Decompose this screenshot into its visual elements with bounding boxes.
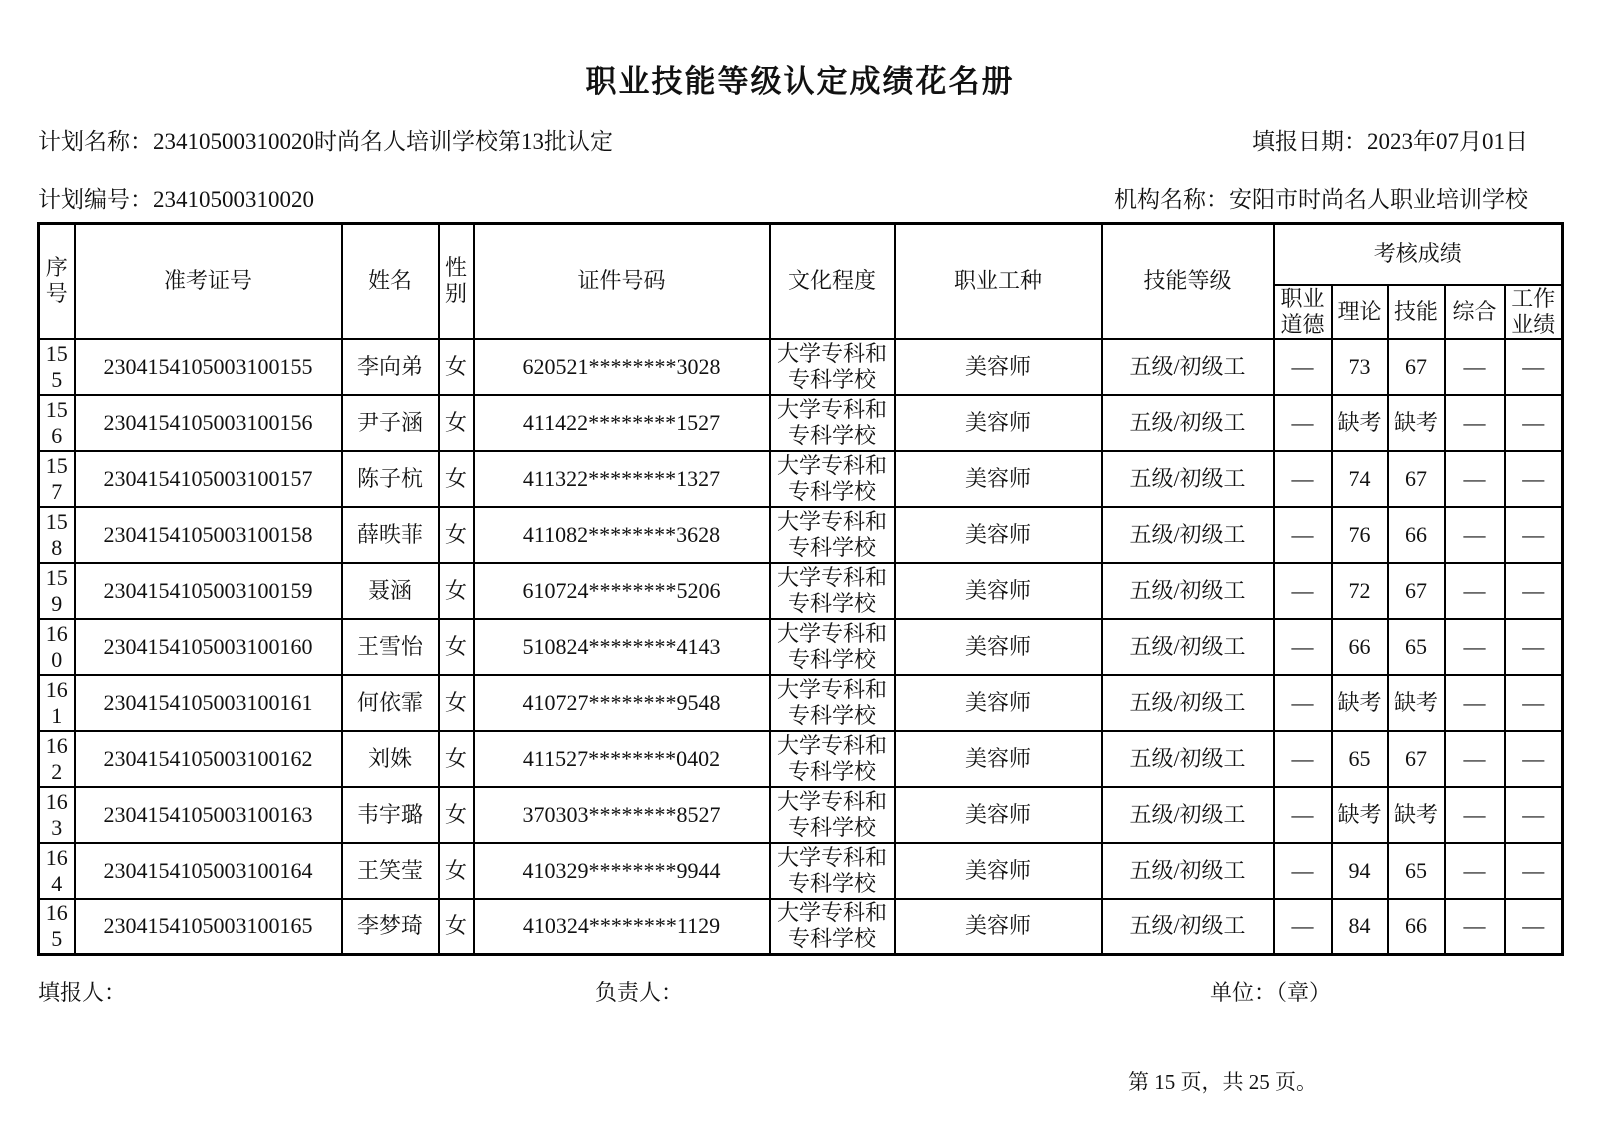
cell-skill: 65	[1388, 619, 1445, 675]
cell-ticket: 2304154105003100156	[75, 395, 342, 451]
cell-work: —	[1505, 843, 1563, 899]
cell-ethics: —	[1274, 843, 1332, 899]
table-row	[39, 843, 1563, 899]
table-row	[39, 619, 1563, 675]
cell-seq: 158	[39, 507, 75, 563]
cell-work: —	[1505, 619, 1563, 675]
cell-occupation: 美容师	[895, 395, 1102, 451]
cell-theory: 缺考	[1332, 787, 1388, 843]
cell-occupation: 美容师	[895, 675, 1102, 731]
cell-level: 五级/初级工	[1102, 395, 1274, 451]
cell-ethics: —	[1274, 339, 1332, 395]
cell-ethics: —	[1274, 507, 1332, 563]
col-header-seq: 序号	[39, 224, 75, 339]
cell-skill: 66	[1388, 507, 1445, 563]
col-header-name: 姓名	[342, 224, 439, 339]
cell-education: 大学专科和专科学校	[770, 395, 895, 451]
page-info: 第 15 页，共 25 页。	[1128, 1070, 1317, 1094]
cell-level: 五级/初级工	[1102, 675, 1274, 731]
cell-gender: 女	[439, 675, 474, 731]
cell-theory: 缺考	[1332, 675, 1388, 731]
manager-label: 负责人：	[595, 980, 684, 1005]
cell-comprehensive: —	[1445, 619, 1505, 675]
cell-comprehensive: —	[1445, 339, 1505, 395]
cell-work: —	[1505, 395, 1563, 451]
cell-gender: 女	[439, 395, 474, 451]
cell-occupation: 美容师	[895, 619, 1102, 675]
cell-theory: 66	[1332, 619, 1388, 675]
cell-comprehensive: —	[1445, 507, 1505, 563]
col-header-ethics: 职业道德	[1274, 285, 1332, 339]
table-row	[39, 451, 1563, 507]
cell-id-number: 610724********5206	[474, 563, 770, 619]
cell-theory: 74	[1332, 451, 1388, 507]
plan-name	[38, 127, 613, 157]
cell-work: —	[1505, 563, 1563, 619]
cell-occupation: 美容师	[895, 843, 1102, 899]
cell-education: 大学专科和专科学校	[770, 451, 895, 507]
cell-education: 大学专科和专科学校	[770, 507, 895, 563]
cell-ticket: 2304154105003100158	[75, 507, 342, 563]
cell-skill: 65	[1388, 843, 1445, 899]
cell-name: 刘姝	[342, 731, 439, 787]
cell-ticket: 2304154105003100162	[75, 731, 342, 787]
table-row	[39, 675, 1563, 731]
cell-comprehensive: —	[1445, 787, 1505, 843]
cell-occupation: 美容师	[895, 899, 1102, 955]
cell-ethics: —	[1274, 395, 1332, 451]
cell-skill: 67	[1388, 563, 1445, 619]
col-header-education: 文化程度	[770, 224, 895, 339]
cell-theory: 73	[1332, 339, 1388, 395]
cell-name: 李向弟	[342, 339, 439, 395]
cell-education: 大学专科和专科学校	[770, 899, 895, 955]
cell-work: —	[1505, 451, 1563, 507]
table-row	[39, 563, 1563, 619]
cell-work: —	[1505, 507, 1563, 563]
cell-education: 大学专科和专科学校	[770, 787, 895, 843]
cell-education: 大学专科和专科学校	[770, 731, 895, 787]
cell-seq: 164	[39, 843, 75, 899]
cell-name: 聂涵	[342, 563, 439, 619]
plan-code-label: 计划编号：	[38, 187, 153, 212]
cell-name: 薛昳菲	[342, 507, 439, 563]
org-name	[1114, 185, 1528, 215]
cell-ticket: 2304154105003100161	[75, 675, 342, 731]
cell-ticket: 2304154105003100163	[75, 787, 342, 843]
cell-id-number: 370303********8527	[474, 787, 770, 843]
cell-seq: 156	[39, 395, 75, 451]
table-row	[39, 899, 1563, 955]
col-header-level: 技能等级	[1102, 224, 1274, 339]
header-row-main	[39, 224, 1563, 285]
cell-level: 五级/初级工	[1102, 899, 1274, 955]
cell-gender: 女	[439, 451, 474, 507]
cell-gender: 女	[439, 843, 474, 899]
cell-skill: 缺考	[1388, 787, 1445, 843]
cell-occupation: 美容师	[895, 563, 1102, 619]
cell-name: 陈子杭	[342, 451, 439, 507]
cell-level: 五级/初级工	[1102, 787, 1274, 843]
cell-work: —	[1505, 787, 1563, 843]
cell-work: —	[1505, 899, 1563, 955]
report-date-label: 填报日期：	[1252, 129, 1367, 154]
cell-seq: 157	[39, 451, 75, 507]
cell-id-number: 620521********3028	[474, 339, 770, 395]
cell-name: 王雪怡	[342, 619, 439, 675]
cell-occupation: 美容师	[895, 339, 1102, 395]
org-name-value: 安阳市时尚名人职业培训学校	[1229, 187, 1528, 212]
cell-theory: 72	[1332, 563, 1388, 619]
table-body	[39, 339, 1563, 955]
plan-name-label: 计划名称：	[38, 129, 153, 154]
cell-education: 大学专科和专科学校	[770, 563, 895, 619]
cell-gender: 女	[439, 507, 474, 563]
cell-ethics: —	[1274, 619, 1332, 675]
org-name-label: 机构名称：	[1114, 187, 1229, 212]
cell-level: 五级/初级工	[1102, 339, 1274, 395]
cell-comprehensive: —	[1445, 451, 1505, 507]
cell-education: 大学专科和专科学校	[770, 843, 895, 899]
cell-comprehensive: —	[1445, 675, 1505, 731]
cell-ethics: —	[1274, 563, 1332, 619]
plan-code	[38, 185, 314, 215]
cell-ethics: —	[1274, 731, 1332, 787]
col-header-skill: 技能	[1388, 285, 1445, 339]
cell-gender: 女	[439, 787, 474, 843]
cell-comprehensive: —	[1445, 731, 1505, 787]
cell-education: 大学专科和专科学校	[770, 675, 895, 731]
cell-gender: 女	[439, 339, 474, 395]
col-header-gender: 性别	[439, 224, 474, 339]
table-row	[39, 731, 1563, 787]
cell-level: 五级/初级工	[1102, 843, 1274, 899]
cell-name: 何依霏	[342, 675, 439, 731]
filler-label: 填报人：	[38, 980, 127, 1005]
cell-ethics: —	[1274, 787, 1332, 843]
col-header-score-group: 考核成绩	[1274, 224, 1563, 285]
table-row	[39, 395, 1563, 451]
cell-ticket: 2304154105003100157	[75, 451, 342, 507]
cell-theory: 94	[1332, 843, 1388, 899]
cell-seq: 162	[39, 731, 75, 787]
cell-seq: 161	[39, 675, 75, 731]
report-date-value: 2023年07月01日	[1367, 129, 1528, 154]
col-header-ticket: 准考证号	[75, 224, 342, 339]
cell-occupation: 美容师	[895, 507, 1102, 563]
cell-ticket: 2304154105003100159	[75, 563, 342, 619]
plan-name-value: 23410500310020时尚名人培训学校第13批认定	[153, 129, 613, 154]
cell-skill: 缺考	[1388, 395, 1445, 451]
table-row	[39, 507, 1563, 563]
cell-ethics: —	[1274, 899, 1332, 955]
cell-skill: 67	[1388, 339, 1445, 395]
cell-comprehensive: —	[1445, 843, 1505, 899]
col-header-occupation: 职业工种	[895, 224, 1102, 339]
table-row	[39, 339, 1563, 395]
cell-theory: 76	[1332, 507, 1388, 563]
cell-occupation: 美容师	[895, 451, 1102, 507]
cell-id-number: 411422********1527	[474, 395, 770, 451]
col-header-work: 工作业绩	[1505, 285, 1563, 339]
cell-theory: 84	[1332, 899, 1388, 955]
cell-seq: 163	[39, 787, 75, 843]
cell-gender: 女	[439, 899, 474, 955]
cell-ticket: 2304154105003100164	[75, 843, 342, 899]
cell-comprehensive: —	[1445, 395, 1505, 451]
unit-seal-label: 单位：（章）	[1210, 980, 1332, 1005]
cell-id-number: 411322********1327	[474, 451, 770, 507]
cell-id-number: 410727********9548	[474, 675, 770, 731]
cell-level: 五级/初级工	[1102, 451, 1274, 507]
cell-seq: 160	[39, 619, 75, 675]
cell-education: 大学专科和专科学校	[770, 619, 895, 675]
cell-ethics: —	[1274, 675, 1332, 731]
cell-ticket: 2304154105003100160	[75, 619, 342, 675]
cell-ticket: 2304154105003100155	[75, 339, 342, 395]
cell-comprehensive: —	[1445, 563, 1505, 619]
col-header-comprehensive: 综合	[1445, 285, 1505, 339]
score-roster-table	[37, 222, 1564, 956]
meta-row-1	[38, 127, 1528, 157]
cell-gender: 女	[439, 563, 474, 619]
cell-skill: 67	[1388, 451, 1445, 507]
meta-row-2	[38, 185, 1528, 215]
cell-gender: 女	[439, 731, 474, 787]
cell-level: 五级/初级工	[1102, 563, 1274, 619]
table-row	[39, 787, 1563, 843]
cell-seq: 159	[39, 563, 75, 619]
cell-gender: 女	[439, 619, 474, 675]
cell-theory: 65	[1332, 731, 1388, 787]
cell-id-number: 510824********4143	[474, 619, 770, 675]
cell-id-number: 410329********9944	[474, 843, 770, 899]
page-title: 职业技能等级认定成绩花名册	[585, 64, 1015, 99]
cell-work: —	[1505, 339, 1563, 395]
plan-code-value: 23410500310020	[153, 187, 314, 212]
cell-education: 大学专科和专科学校	[770, 339, 895, 395]
cell-seq: 155	[39, 339, 75, 395]
cell-level: 五级/初级工	[1102, 731, 1274, 787]
cell-id-number: 410324********1129	[474, 899, 770, 955]
cell-level: 五级/初级工	[1102, 619, 1274, 675]
cell-occupation: 美容师	[895, 787, 1102, 843]
cell-ticket: 2304154105003100165	[75, 899, 342, 955]
col-header-theory: 理论	[1332, 285, 1388, 339]
cell-name: 尹子涵	[342, 395, 439, 451]
cell-skill: 66	[1388, 899, 1445, 955]
cell-level: 五级/初级工	[1102, 507, 1274, 563]
cell-name: 李梦琦	[342, 899, 439, 955]
cell-id-number: 411082********3628	[474, 507, 770, 563]
cell-skill: 缺考	[1388, 675, 1445, 731]
cell-skill: 67	[1388, 731, 1445, 787]
cell-work: —	[1505, 675, 1563, 731]
cell-name: 王笑莹	[342, 843, 439, 899]
cell-work: —	[1505, 731, 1563, 787]
cell-occupation: 美容师	[895, 731, 1102, 787]
col-header-id-number: 证件号码	[474, 224, 770, 339]
cell-seq: 165	[39, 899, 75, 955]
cell-id-number: 411527********0402	[474, 731, 770, 787]
cell-theory: 缺考	[1332, 395, 1388, 451]
cell-ethics: —	[1274, 451, 1332, 507]
cell-comprehensive: —	[1445, 899, 1505, 955]
report-date	[1252, 127, 1528, 157]
cell-name: 韦宇璐	[342, 787, 439, 843]
